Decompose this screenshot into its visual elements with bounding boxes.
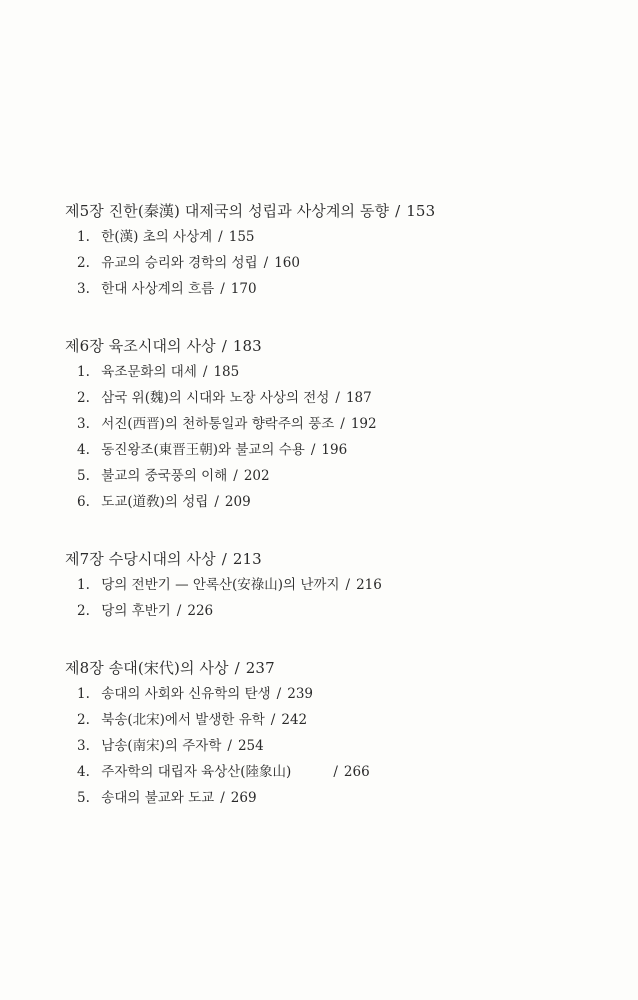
page-separator: / [263,255,269,271]
item-title: 삼국 위(魏)의 시대와 노장 사상의 전성 [101,390,330,406]
chapter-heading [65,333,585,359]
page-separator: / [340,416,345,432]
item-number: 1. [77,364,90,380]
page-number: 213 [232,550,262,568]
page-separator: / [221,550,227,568]
page-separator: / [221,337,227,355]
page-number: 196 [321,442,348,458]
item-title: 도교(道敎)의 성립 [101,494,209,510]
item-title: 당의 후반기 [101,603,171,619]
toc-item [65,489,585,515]
chapter-title-text: 제7장 수당시대의 사상 [65,550,216,568]
chapter-heading [65,546,585,572]
page-separator: / [276,686,282,702]
item-number: 1. [77,229,90,245]
page-number: 183 [232,337,262,355]
item-number: 3. [77,281,90,297]
page-separator: / [395,202,401,220]
toc-item [65,785,585,811]
page-separator: / [234,659,240,677]
item-number: 4. [77,764,90,780]
page-number: 269 [230,790,257,806]
page-separator: / [333,764,338,780]
page-separator: / [220,281,225,297]
page-number: 254 [237,738,264,754]
toc-item [65,598,585,624]
chapter-6 [65,333,585,515]
item-title: 유교의 승리와 경학의 성립 [101,255,258,271]
chapter-heading [65,198,585,224]
toc-item [65,276,585,302]
item-title: 한(漢) 초의 사상계 [101,229,213,245]
table-of-contents [65,198,585,842]
item-number: 2. [77,255,90,271]
toc-item [65,707,585,733]
page-number: 192 [350,416,377,432]
item-title: 육조문화의 대세 [101,364,197,380]
page-separator: / [218,229,223,245]
chapter-5 [65,198,585,302]
item-title: 당의 전반기 — 안록산(安祿山)의 난까지 [101,577,340,593]
toc-item [65,250,585,276]
chapter-title-text: 제6장 육조시대의 사상 [65,337,216,355]
chapter-title-text: 제8장 송대(宋代)의 사상 [65,659,229,677]
page-number: 153 [406,202,436,220]
page-separator: / [335,390,340,406]
page-separator: / [202,364,208,380]
item-title: 북송(北宋)에서 발생한 유학 [101,712,265,728]
page-number: 237 [245,659,275,677]
item-number: 5. [77,468,90,484]
item-title: 동진왕조(東晋王朝)와 불교의 수용 [101,442,305,458]
item-number: 1. [77,577,90,593]
toc-item [65,463,585,489]
item-title: 불교의 중국풍의 이해 [101,468,228,484]
page-separator: / [227,738,232,754]
toc-item [65,733,585,759]
item-number: 2. [77,603,90,619]
page-number: 242 [281,712,308,728]
page-number: 160 [274,255,300,271]
item-number: 3. [77,738,90,754]
page-number: 155 [228,229,255,245]
page-separator: / [176,603,182,619]
page-number: 266 [343,764,370,780]
item-title: 한대 사상계의 흐름 [101,281,215,297]
page-separator: / [270,712,276,728]
item-number: 3. [77,416,90,432]
chapter-title-text: 제5장 진한(秦漢) 대제국의 성립과 사상계의 동향 [65,202,390,220]
toc-item [65,437,585,463]
page-number: 216 [356,577,382,593]
chapter-8 [65,655,585,811]
page-number: 209 [224,494,251,510]
item-title: 주자학의 대립자 육상산(陸象山) [101,764,292,780]
page-separator: / [220,790,225,806]
chapter-heading [65,655,585,681]
item-number: 5. [77,790,90,806]
item-title: 남송(南宋)의 주자학 [101,738,222,754]
chapter-7 [65,546,585,624]
toc-item [65,359,585,385]
page-separator: / [233,468,238,484]
toc-item [65,681,585,707]
page-separator: / [310,442,316,458]
item-number: 6. [77,494,90,510]
page-separator: / [214,494,219,510]
item-title: 송대의 사회와 신유학의 탄생 [101,686,271,702]
item-number: 2. [77,390,90,406]
item-title: 송대의 불교와 도교 [101,790,215,806]
item-title: 서진(西晋)의 천하통일과 향락주의 풍조 [101,416,335,432]
page-number: 226 [187,603,214,619]
toc-item [65,411,585,437]
page-number: 202 [243,468,270,484]
toc-item [65,224,585,250]
page-number: 170 [230,281,257,297]
page-separator: / [345,577,351,593]
toc-item [65,385,585,411]
item-number: 4. [77,442,90,458]
page-number: 187 [345,390,372,406]
toc-item [65,572,585,598]
page-number: 239 [287,686,314,702]
toc-item [65,759,585,785]
item-number: 1. [77,686,90,702]
page-number: 185 [213,364,240,380]
item-number: 2. [77,712,90,728]
